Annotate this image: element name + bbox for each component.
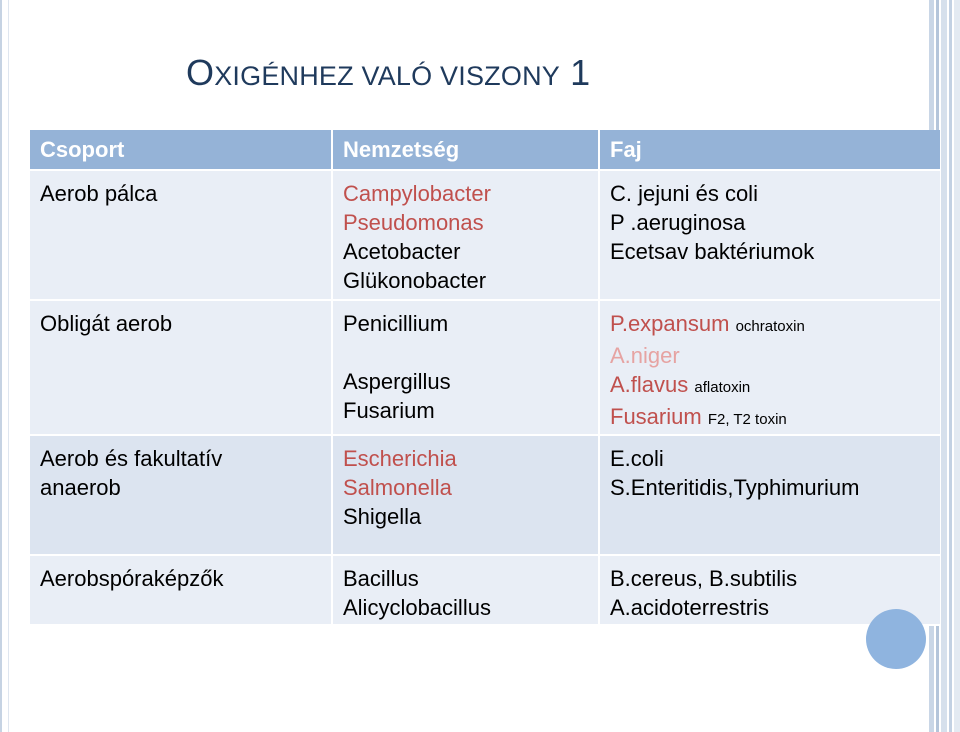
toxin-note: ochratoxin — [735, 318, 805, 335]
group-label: Aerob és fakultatív — [40, 446, 223, 471]
genus-item: Pseudomonas — [343, 210, 484, 235]
genus-item: Glükonobacter — [343, 268, 487, 293]
left-frame-line-inner — [8, 0, 9, 732]
species-name: P.expansum — [610, 311, 730, 336]
column-header-group: Csoport — [30, 130, 333, 171]
right-decor-stripe — [941, 0, 947, 732]
table-row — [30, 171, 940, 301]
genus-item: Shigella — [343, 504, 422, 529]
oxygen-relation-table — [30, 130, 940, 626]
slide-title: OXIGÉNHEZ VALÓ VISZONY 1 — [186, 52, 591, 93]
genus-item: Bacillus — [343, 566, 419, 591]
group-cell — [30, 436, 333, 556]
genus-item: Penicillium — [343, 311, 449, 336]
species-item: A.acidoterrestris — [610, 595, 769, 620]
genus-item: Aspergillus — [343, 369, 451, 394]
species-item: P .aeruginosa — [610, 210, 746, 235]
genus-cell — [333, 171, 600, 301]
group-cell — [30, 171, 333, 301]
table-header-row — [30, 130, 940, 171]
species-item: E.coli — [610, 446, 664, 471]
group-label: Aerobspóraképzők — [40, 566, 224, 591]
species-item — [610, 309, 930, 341]
right-decor-stripe — [949, 0, 952, 732]
species-name: A.flavus — [610, 372, 689, 397]
genus-item: Escherichia — [343, 446, 457, 471]
group-cell — [30, 301, 333, 436]
decorative-circle — [866, 609, 926, 669]
species-item: S.Enteritidis,Typhimurium — [610, 475, 860, 500]
toxin-note: F2, T2 toxin — [707, 411, 787, 428]
genus-cell — [333, 556, 600, 626]
left-frame-line — [0, 0, 2, 732]
column-header-genus: Nemzetség — [333, 130, 600, 171]
species-name: A.niger — [610, 343, 680, 368]
group-label: anaerob — [40, 475, 121, 500]
table-row — [30, 301, 940, 436]
species-item: C. jejuni és coli — [610, 181, 758, 206]
genus-item: Alicyclobacillus — [343, 595, 491, 620]
right-decor-stripe — [954, 0, 960, 732]
species-cell — [600, 171, 940, 301]
species-item: B.cereus, B.subtilis — [610, 566, 798, 591]
species-cell — [600, 301, 940, 436]
toxin-note: aflatoxin — [694, 379, 751, 396]
genus-cell — [333, 436, 600, 556]
genus-item: Acetobacter — [343, 239, 461, 264]
species-name: Fusarium — [610, 404, 702, 429]
species-item — [610, 370, 930, 402]
genus-item: Fusarium — [343, 398, 435, 423]
genus-item: Salmonella — [343, 475, 452, 500]
group-cell — [30, 556, 333, 626]
species-item — [610, 341, 930, 370]
species-cell — [600, 436, 940, 556]
table-row — [30, 556, 940, 626]
species-item — [610, 402, 930, 434]
column-header-species: Faj — [600, 130, 940, 171]
genus-cell — [333, 301, 600, 436]
genus-item: Campylobacter — [343, 181, 491, 206]
species-item: Ecetsav baktériumok — [610, 239, 815, 264]
table-row — [30, 436, 940, 556]
group-label: Obligát aerob — [40, 311, 173, 336]
group-label: Aerob pálca — [40, 181, 158, 206]
spacer — [343, 338, 588, 367]
